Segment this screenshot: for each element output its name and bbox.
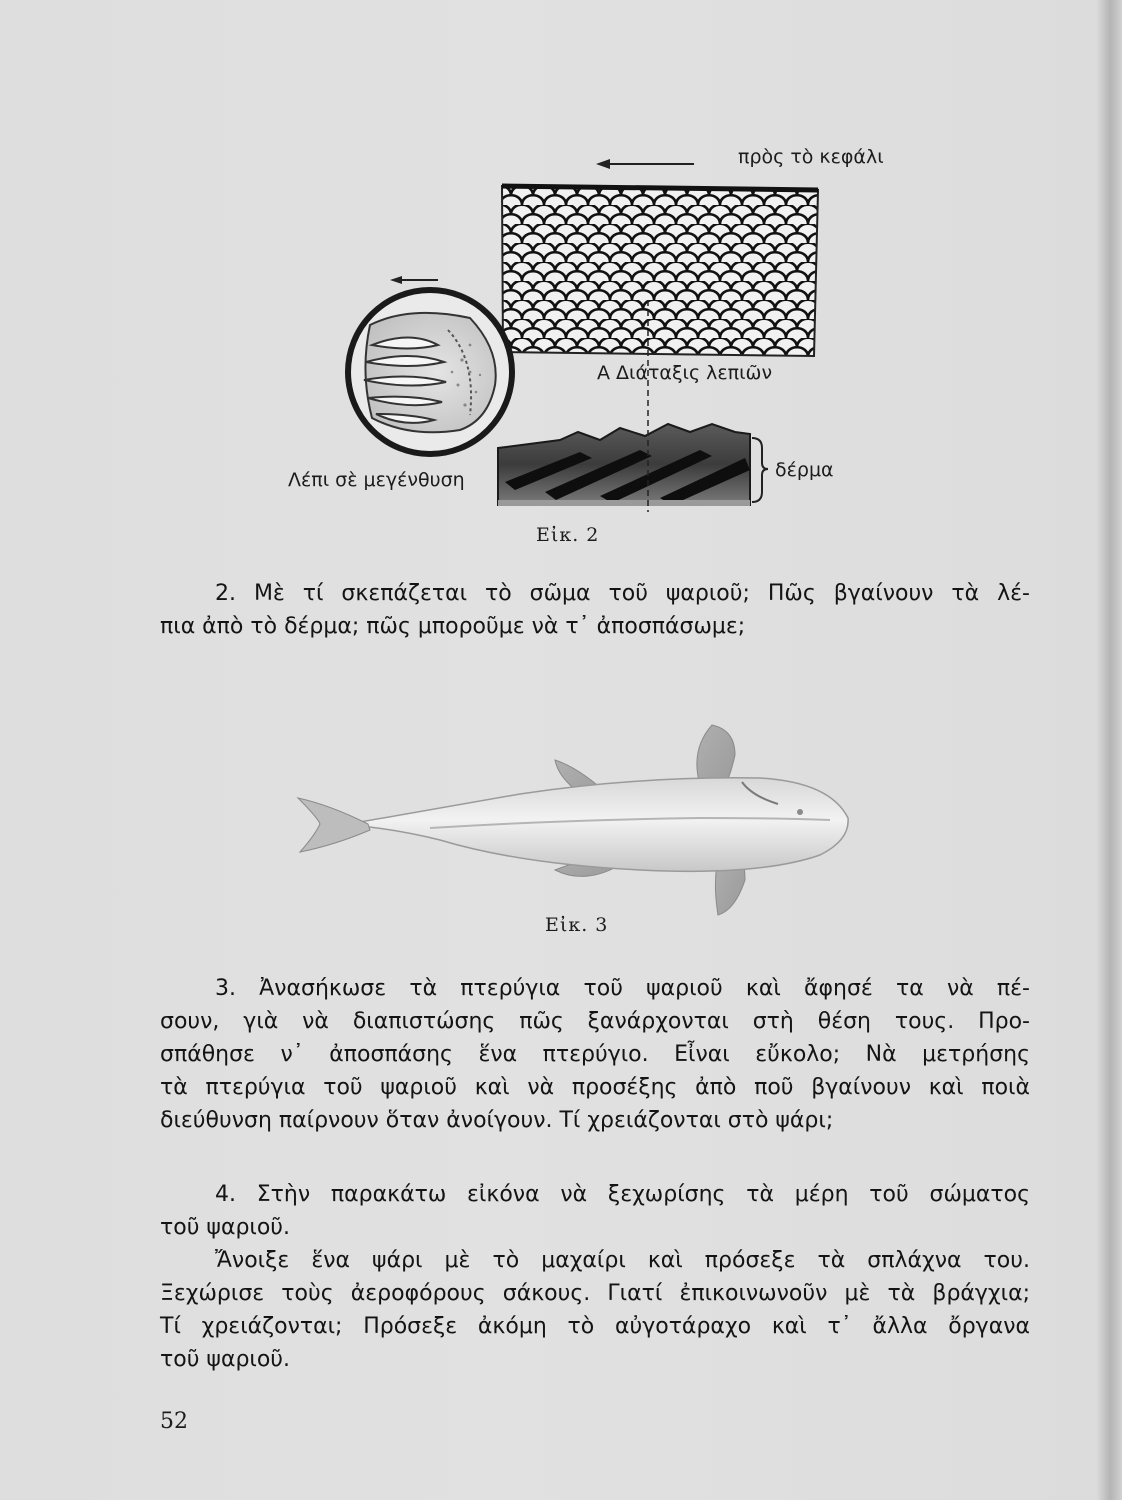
scale-arrangement-patch [502,186,818,356]
figure-3-caption: Εἰκ. 3 [545,914,609,936]
figure-3 [0,700,1122,950]
question-3-line: τὰ πτερύγια τοῦ ψαριοῦ καὶ νὰ προσέξης ἀπὸ ποῦ βγαίνουν καὶ ποιὰ [160,1075,1030,1100]
figure-2-caption: Εἰκ. 2 [536,524,600,546]
arrow-left-icon [596,159,694,169]
figure-2-illustration [0,0,1122,560]
question-4-line: 4. Στὴν παρακάτω εἰκόνα νὰ ξεχωρίσης τὰ μέρη τοῦ σώματος [215,1182,1030,1207]
label-skin: δέρμα [775,459,834,481]
figure-2 [0,0,1122,560]
question-4-line: Τί χρειάζονται; Πρόσεξε ἀκόμη τὸ αὐγοτάραχο καὶ τ᾽ ἄλλα ὄργανα [160,1314,1030,1339]
fish-tail [298,798,370,852]
skin-cross-section [498,424,750,506]
question-2-line: 2. Μὲ τί σκεπάζεται τὸ σῶμα τοῦ ψαριοῦ; Πῶς βγαίνουν τὰ λέ- [215,581,1030,606]
question-3 [160,972,1030,1137]
question-4-line: τοῦ ψαριοῦ. [160,1215,291,1240]
label-enlarged-scale: Λέπι σὲ μεγένθυση [288,469,465,491]
question-3-line: 3. Ἀνασήκωσε τὰ πτερύγια τοῦ ψαριοῦ καὶ ἄφησέ τα νὰ πέ- [215,976,1030,1001]
question-4-line: Ἄνοιξε ἕνα ψάρι μὲ τὸ μαχαίρι καὶ πρόσεξε τὰ σπλάχνα του. [215,1248,1030,1273]
arrow-left-small-icon [390,276,438,284]
question-4-line: τοῦ ψαριοῦ. [160,1347,291,1372]
label-towards-head: πρὸς τὸ κεφάλι [738,146,884,168]
question-2 [160,577,1030,643]
question-2-line: πια ἀπὸ τὸ δέρμα; πῶς μποροῦμε νὰ τ᾽ ἀποσπάσωμε; [160,614,746,639]
enlarged-scale-icon [348,290,512,454]
question-3-line: διεύθυνση παίρνουν ὅταν ἀνοίγουν. Τί χρειάζονται στὸ ψάρι; [160,1108,834,1133]
question-3-line: σπάθησε ν᾽ ἀποσπάσης ἕνα πτερύγιο. Εἶναι εὔκολο; Νὰ μετρήσης [160,1042,1030,1067]
fish-top-view-illustration [0,700,1122,950]
fish-body [360,778,848,872]
question-3-line: σουν, γιὰ νὰ διαπιστώσης πῶς ξανάρχονται στὴ θέση τους. Προ- [160,1009,1030,1034]
question-4 [160,1178,1030,1376]
skin-bracket [752,438,768,502]
label-scale-arrangement: Α Διάταξις λεπιῶν [597,362,773,384]
page-number: 52 [160,1409,188,1434]
question-4-line: Ξεχώρισε τοὺς ἀεροφόρους σάκους. Γιατί ἐπικοινωνοῦν μὲ τὰ βράγχια; [160,1281,1030,1306]
